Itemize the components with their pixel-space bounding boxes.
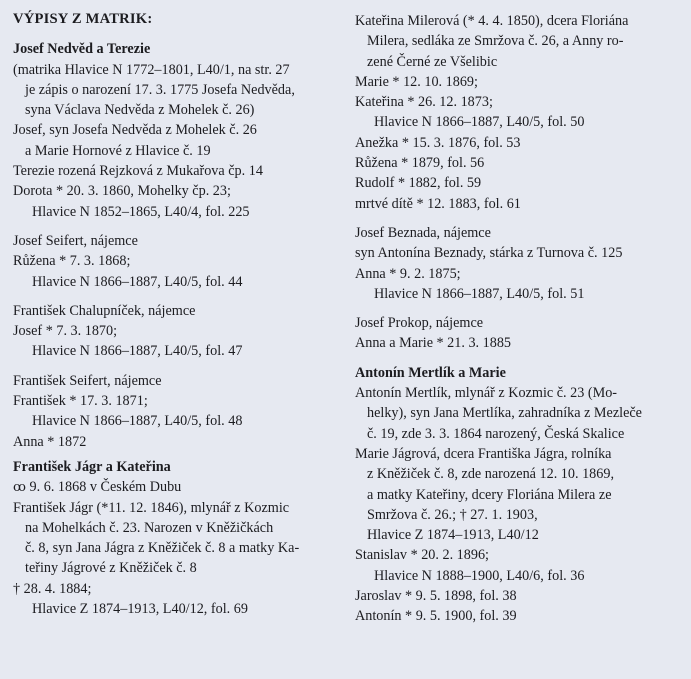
entry-line: Anežka * 15. 3. 1876, fol. 53 xyxy=(355,134,521,151)
section-heading: Antonín Mertlík a Marie xyxy=(355,364,506,381)
entry-line: František * 17. 3. 1871; xyxy=(13,393,148,410)
entry-line: helky), syn Jana Mertlíka, zahradníka z Mezleče xyxy=(367,405,642,422)
entry-line: František Chalupníček, nájemce xyxy=(13,302,196,319)
entry-line: z Kněžiček č. 8, zde narozená 12. 10. 1869, xyxy=(367,466,614,483)
entry-line: na Mohelkách č. 23. Narozen v Kněžičkách xyxy=(25,519,274,536)
entry-line: Marie Jágrová, dcera Františka Jágra, rolníka xyxy=(355,445,612,462)
marriage-icon: ꝏ xyxy=(13,479,26,495)
entry-line: Antonín Mertlík, mlynář z Kozmic č. 23 (Mo- xyxy=(355,385,618,402)
entry-line: (matrika Hlavice N 1772–1801, L40/1, na str. 27 xyxy=(13,61,290,78)
entry-line: František Jágr (*11. 12. 1846), mlynář z Kozmic xyxy=(13,499,290,516)
entry-line: Růžena * 7. 3. 1868; xyxy=(13,253,131,270)
entry-line: Anna * 9. 2. 1875; xyxy=(355,265,461,282)
section-heading: Josef Nedvěd a Terezie xyxy=(13,41,151,58)
entry-line: Josef * 7. 3. 1870; xyxy=(13,323,118,340)
marriage-date: 9. 6. 1868 v Českém Dubu xyxy=(29,479,182,496)
entry-line: je zápis o narození 17. 3. 1775 Josefa Nedvěda, xyxy=(25,81,295,98)
entry-line: Kateřina * 26. 12. 1873; xyxy=(355,94,493,111)
entry-line: Josef Prokop, nájemce xyxy=(355,315,484,332)
entry-line: Hlavice N 1866–1887, L40/5, fol. 51 xyxy=(374,285,585,302)
entry-line: Hlavice N 1866–1887, L40/5, fol. 44 xyxy=(32,273,243,290)
entry-line: a matky Kateřiny, dcery Floriána Milera ze xyxy=(367,486,612,503)
entry-line: Hlavice N 1866–1887, L40/5, fol. 48 xyxy=(32,413,243,430)
entry-line: syna Václava Nedvěda z Mohelek č. 26) xyxy=(25,102,255,119)
entry-line: Marie * 12. 10. 1869; xyxy=(355,73,478,90)
entry-line: mrtvé dítě * 12. 1883, fol. 61 xyxy=(355,195,521,212)
entry-line: č. 8, syn Jana Jágra z Kněžiček č. 8 a matky Ka- xyxy=(25,540,300,557)
entry-line: Stanislav * 20. 2. 1896; xyxy=(355,547,489,564)
entry-line: č. 19, zde 3. 3. 1864 narozený, Česká Skalice xyxy=(367,425,625,442)
entry-line: Hlavice N 1888–1900, L40/6, fol. 36 xyxy=(374,567,585,584)
entry-line: Hlavice Z 1874–1913, L40/12, fol. 69 xyxy=(32,601,248,618)
entry-line: Smržova č. 26.; † 27. 1. 1903, xyxy=(367,506,538,523)
entry-line: Kateřina Milerová (* 4. 4. 1850), dcera Floriána xyxy=(355,13,629,29)
entry-line: Milera, sedláka ze Smržova č. 26, a Anny ro- xyxy=(367,33,624,50)
entry-line: Antonín * 9. 5. 1900, fol. 39 xyxy=(355,608,517,625)
right-column xyxy=(355,11,685,627)
entry-line: Rudolf * 1882, fol. 59 xyxy=(355,175,482,192)
entry-line: Jaroslav * 9. 5. 1898, fol. 38 xyxy=(355,588,517,605)
entry-line: Josef Beznada, nájemce xyxy=(355,224,491,241)
entry-line: † 28. 4. 1884; xyxy=(13,580,92,597)
entry-line: Hlavice N 1866–1887, L40/5, fol. 47 xyxy=(32,343,243,360)
entry-line: Anna a Marie * 21. 3. 1885 xyxy=(355,335,512,352)
entry-line: syn Antonína Beznady, stárka z Turnova č. 125 xyxy=(355,245,623,262)
entry-line: Terezie rozená Rejzková z Mukařova čp. 14 xyxy=(13,163,263,180)
left-column xyxy=(13,9,345,619)
entry-line: a Marie Hornové z Hlavice č. 19 xyxy=(25,142,211,159)
entry-line: Anna * 1872 xyxy=(13,433,87,450)
section-heading: František Jágr a Kateřina xyxy=(13,458,171,475)
entry-line xyxy=(13,477,345,497)
entry-line: Hlavice Z 1874–1913, L40/12 xyxy=(367,527,539,544)
entry-line: Dorota * 20. 3. 1860, Mohelky čp. 23; xyxy=(13,183,231,200)
entry-line: zené Černé ze Všelibic xyxy=(367,53,498,70)
entry-line: Hlavice N 1866–1887, L40/5, fol. 50 xyxy=(374,114,585,131)
entry-line: Josef Seifert, nájemce xyxy=(13,232,138,249)
entry-line: Růžena * 1879, fol. 56 xyxy=(355,155,485,172)
entry-line: Josef, syn Josefa Nedvěda z Mohelek č. 26 xyxy=(13,122,257,139)
entry-line: teřiny Jágrové z Kněžiček č. 8 xyxy=(25,560,197,577)
entry-line: František Seifert, nájemce xyxy=(13,372,162,389)
page-title: VÝPISY Z MATRIK: xyxy=(13,11,153,27)
entry-line: Hlavice N 1852–1865, L40/4, fol. 225 xyxy=(32,203,250,220)
